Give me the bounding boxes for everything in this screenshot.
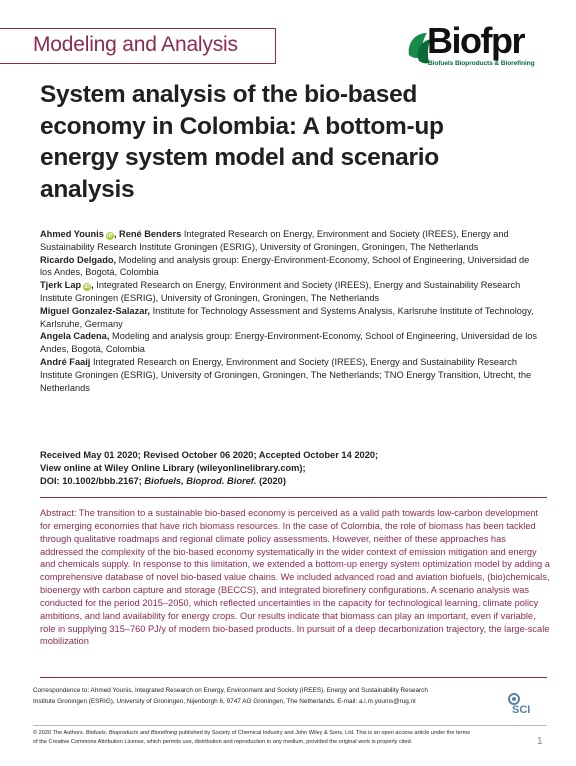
author-name[interactable]: Tjerk Lap [40, 280, 82, 291]
sci-logo-text: SCI [512, 704, 531, 715]
author-affiliation: Modeling and analysis group: Energy-Environment-Economy, School of Engineering, Universidad de los Andes, Bogotá, Colombia [40, 331, 538, 355]
author-name[interactable]: Angela Cadena, [40, 331, 110, 342]
sci-logo-icon [505, 693, 541, 715]
footer-rule [33, 725, 547, 726]
author-entry: Ahmed Younis iD, René Benders Integrated Research on Energy, Environment and Society (IREES), Energy and Sustainability Research Institute Groningen (ESRIG), University of Groningen, Groningen, The Netherlands [40, 229, 509, 252]
page-number: 1 [537, 736, 543, 747]
author-affiliation: Institute for Technology Assessment and Systems Analysis, Karlsruhe Institute of Technology, Karlsruhe, Germany [40, 305, 534, 329]
author-affiliation: Modeling and analysis group: Energy-Environment-Economy, School of Engineering, Universidad de los Andes, Bogotá, Colombia [40, 254, 530, 278]
doi[interactable]: DOI: 10.1002/bbb.2167; [40, 475, 145, 486]
publication-year: (2020) [256, 475, 286, 486]
doi-line [40, 475, 540, 488]
author-name[interactable]: Miguel Gonzalez-Salazar, [40, 305, 151, 316]
author-entry [40, 356, 540, 394]
journal-citation: Biofuels, Bioprod. Bioref. [144, 475, 257, 486]
author-entry [40, 305, 540, 331]
orcid-icon[interactable]: iD [107, 233, 113, 239]
received-dates: Received May 01 2020; Revised October 06 2020; Accepted October 14 2020; [40, 450, 379, 460]
journal-logo: Biofpr [427, 20, 524, 61]
author-entry [40, 254, 540, 280]
journal-logo-subtitle: Biofuels Bioproducts & Biorefining [428, 60, 535, 67]
author-entry [40, 330, 540, 356]
author-name[interactable]: André Faaij [40, 356, 91, 367]
author-list [40, 228, 540, 394]
section-label: Modeling and Analysis [33, 33, 238, 56]
abstract: Abstract: The transition to a sustainable bio-based economy is perceived as a valid path towards low-carbon development for emerging economies that have rich biomass resources. In the case of Colombia, the role of biomass has been tackled through qualitative roadmaps and regional climate policy assessments. However, neither of these approaches has addressed the complexity of the bio-based economy systematically in the wider context of emission mitigation and energy and chemicals supply. In response to this limitation, we extended a bottom-up energy system optimization model by adding a comprehensive database of novel bio-based value chains. We included advanced road and aviation biofuels, (bio)chemicals, bioenergy with carbon capture and storage (BECCS), and integrated biorefinery configurations. A scenario analysis was conducted for the period 2015–2050, which reflected uncertainties in the capacity for technological learning, climate policy ambitions, and land availability for energy crops. Our results indicate that biomass can play an important, even if variable, role in supplying 315–760 PJ/y of modern bio-based products. In pursuit of a deep decarbonization trajectory, the large-scale mobilization [40, 508, 550, 647]
abstract-top-rule [40, 497, 547, 498]
author-entry: Tjerk Lap iD, Integrated Research on Energy, Environment and Society (IREES), Energy and Sustainability Research Institute Groningen (ESRIG), University of Groningen, Groningen, The Netherlands [40, 280, 521, 303]
author-name[interactable]: René Benders [119, 229, 182, 239]
online-availability: View online at Wiley Online Library (wileyonlinelibrary.com); [40, 462, 306, 473]
author-name[interactable]: Ricardo Delgado, [40, 254, 117, 265]
author-affiliation: Integrated Research on Energy, Environment and Society (IREES), Energy and Sustainability Research Institute Groningen (ESRIG), University of Groningen, Groningen, The Netherlands [40, 280, 521, 303]
author-affiliation: Integrated Research on Energy, Environment and Society (IREES), Energy and Sustainability Research Institute Groningen (ESRIG), University of Groningen, Groningen, The Netherlands; TNO Energy Transition, Utrecht, the Netherlands [40, 356, 532, 393]
copyright-journal: Biofuels, Bioproducts and Biorefining [85, 730, 178, 736]
copyright-post: published by Society of Chemical Industry and John Wiley & Sons, Ltd. This is an open access article under the terms of the Creative Commons Attribution License, which permits use, distribution and reproduction in any medium, provided the original work is properly cited. [33, 730, 471, 745]
correspondence: Correspondence to: Ahmed Younis, Integrated Research on Energy, Environment and Society (IREES), Energy and Sustainability Research Institute Groningen (ESRIG), University of Groningen, Nijenborgh 6, 9747 AG Groningen, The Netherlands. E-mail: a.i.m.younis@rug.nl [33, 687, 428, 705]
author-name[interactable]: Ahmed Younis [40, 229, 104, 239]
abstract-bottom-rule [40, 677, 547, 678]
author-affiliation: Integrated Research on Energy, Environment and Society (IREES), Energy and Sustainability Research Institute Groningen (ESRIG), University of Groningen, Groningen, The Netherlands [40, 229, 509, 252]
article-dates [40, 449, 540, 487]
copyright-notice [33, 729, 473, 746]
article-title: System analysis of the bio-based economy in Colombia: A bottom-up energy system model and scenario analysis [40, 81, 444, 203]
copyright-pre: © 2020 The Authors. [33, 730, 86, 736]
orcid-icon[interactable]: iD [84, 284, 90, 291]
